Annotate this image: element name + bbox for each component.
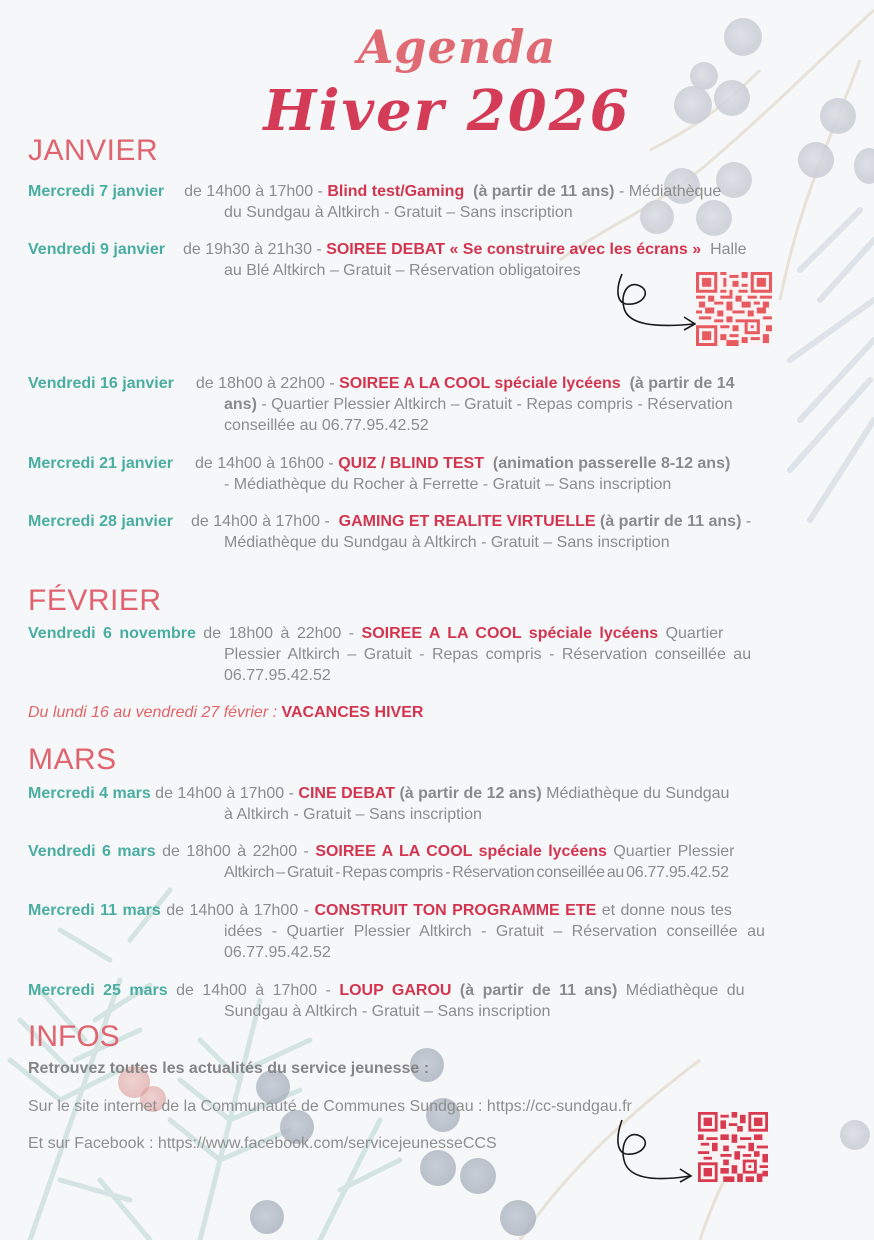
event-age-continued: ans) <box>224 396 257 413</box>
event-item <box>28 373 846 436</box>
event-location: et donne nous tes <box>596 902 732 919</box>
event-item <box>28 841 846 883</box>
decorative-berry-icon <box>500 1200 536 1236</box>
holiday-note <box>28 704 423 722</box>
event-date: Vendredi 6 novembre <box>28 625 196 642</box>
event-name: QUIZ / BLIND TEST <box>338 455 484 472</box>
event-item <box>28 900 846 963</box>
qr-code-reservation[interactable] <box>696 272 772 346</box>
event-location: Quartier Plessier <box>606 843 735 860</box>
holiday-label: VACANCES HIVER <box>281 704 424 721</box>
facebook-link[interactable]: Et sur Facebook : https://www.facebook.com/servicejeunesseCCS <box>28 1135 497 1152</box>
decorative-berry-icon <box>798 142 834 178</box>
event-name: LOUP GAROU <box>339 982 452 999</box>
event-name: CONSTRUIT TON PROGRAMME ETE <box>314 902 597 919</box>
decorative-berry-icon <box>420 1150 456 1186</box>
event-time: de 14h00 à 16h00 - <box>194 455 339 472</box>
event-name: SOIREE A LA COOL spéciale lycéens <box>361 625 659 642</box>
event-name: SOIREE DEBAT « Se construire avec les écrans » <box>326 241 702 258</box>
event-item <box>28 623 846 686</box>
month-heading-mars: MARS <box>28 743 117 776</box>
event-time: de 18h00 à 22h00 - <box>155 843 316 860</box>
month-heading-fevrier: FÉVRIER <box>28 584 162 617</box>
event-age: (à partir de 11 ans) <box>473 183 615 200</box>
event-contact: conseillée au 06.77.95.42.52 <box>224 417 429 434</box>
event-date: Vendredi 9 janvier <box>28 241 165 258</box>
event-name: SOIREE A LA COOL spéciale lycéens <box>315 843 607 860</box>
event-item <box>28 980 846 1022</box>
holiday-dates: Du lundi 16 au vendredi 27 février : <box>28 704 282 721</box>
event-item <box>28 783 846 825</box>
curly-arrow-icon <box>612 272 698 334</box>
event-name: GAMING ET REALITE VIRTUELLE <box>338 513 596 530</box>
decorative-berry-icon <box>250 1200 284 1234</box>
month-heading-janvier: JANVIER <box>28 134 159 167</box>
title-season: Hiver 2026 <box>263 78 631 144</box>
event-date: Mercredi 28 janvier <box>28 513 173 530</box>
infos-headline: Retrouvez toutes les actualités du service jeunesse : <box>28 1060 430 1077</box>
event-time: de 19h30 à 21h30 - <box>182 241 327 258</box>
event-age: (animation passerelle 8-12 ans) <box>492 455 731 472</box>
event-details: - Médiathèque du Rocher à Ferrette - Gratuit – Sans inscription <box>224 476 672 493</box>
event-date: Vendredi 16 janvier <box>28 375 174 392</box>
event-details: Médiathèque du Sundgau à Altkirch - Gratuit – Sans inscription <box>224 534 670 551</box>
event-details: Altkirch – Gratuit - Repas compris - Réservation conseillée au 06.77.95.42.52 <box>224 864 729 881</box>
event-date: Mercredi 21 janvier <box>28 455 173 472</box>
event-date: Mercredi 25 mars <box>28 982 168 999</box>
event-date: Vendredi 6 mars <box>28 843 156 860</box>
event-location: - Médiathèque <box>614 183 722 200</box>
event-contact: 06.77.95.42.52 <box>224 944 331 961</box>
event-age: (à partir de 14 <box>629 375 735 392</box>
event-details: à Altkirch - Gratuit – Sans inscription <box>224 806 482 823</box>
event-item <box>28 511 846 553</box>
event-date: Mercredi 4 mars <box>28 785 151 802</box>
event-date: Mercredi 7 janvier <box>28 183 165 200</box>
event-details: au Blé Altkirch – Gratuit – Réservation obligatoires <box>224 262 581 279</box>
decorative-berry-icon <box>854 148 874 184</box>
decorative-berry-icon <box>840 1120 870 1150</box>
event-time: de 14h00 à 17h00 - <box>160 902 315 919</box>
event-details: idées - Quartier Plessier Altkirch - Gratuit – Réservation conseillée au <box>224 923 765 940</box>
event-name: Blind test/Gaming <box>327 183 465 200</box>
event-time: de 14h00 à 17h00 - <box>184 183 328 200</box>
event-location: Médiathèque du Sundgau <box>541 785 730 802</box>
event-name: SOIREE A LA COOL spéciale lycéens <box>339 375 621 392</box>
decorative-berry-icon <box>460 1158 496 1194</box>
event-location: Halle <box>705 241 747 258</box>
event-item <box>28 181 846 223</box>
event-details: - Quartier Plessier Altkirch – Gratuit - Repas compris - Réservation <box>256 396 733 413</box>
event-time: de 18h00 à 22h00 - <box>195 375 340 392</box>
event-location: Quartier <box>658 625 724 642</box>
event-time: de 14h00 à 17h00 - <box>150 785 299 802</box>
event-location: - <box>741 513 752 530</box>
event-time: de 18h00 à 22h00 - <box>195 625 362 642</box>
event-age: (à partir de 12 ans) <box>395 785 542 802</box>
event-age: (à partir de 11 ans) <box>600 513 742 530</box>
event-contact: 06.77.95.42.52 <box>224 667 331 684</box>
event-details: du Sundgau à Altkirch - Gratuit – Sans inscription <box>224 204 573 221</box>
event-details: Plessier Altkirch – Gratuit - Repas compris - Réservation conseillée au <box>224 646 752 663</box>
website-link[interactable]: Sur le site internet de la Communauté de Communes Sundgau : https://cc-sundgau.fr <box>28 1098 632 1115</box>
event-time: de 14h00 à 17h00 - <box>167 982 340 999</box>
title-agenda: Agenda <box>357 20 557 74</box>
qr-code-website[interactable] <box>698 1112 768 1182</box>
infos-heading: INFOS <box>28 1020 120 1053</box>
event-item <box>28 453 846 495</box>
curly-arrow-icon <box>612 1118 698 1188</box>
event-date: Mercredi 11 mars <box>28 902 161 919</box>
event-details: Sundgau à Altkirch - Gratuit – Sans inscription <box>224 1003 551 1020</box>
event-name: CINE DEBAT <box>298 785 396 802</box>
event-time: de 14h00 à 17h00 - <box>190 513 335 530</box>
event-age: (à partir de 11 ans) <box>451 982 618 999</box>
event-location: Médiathèque du <box>617 982 745 999</box>
